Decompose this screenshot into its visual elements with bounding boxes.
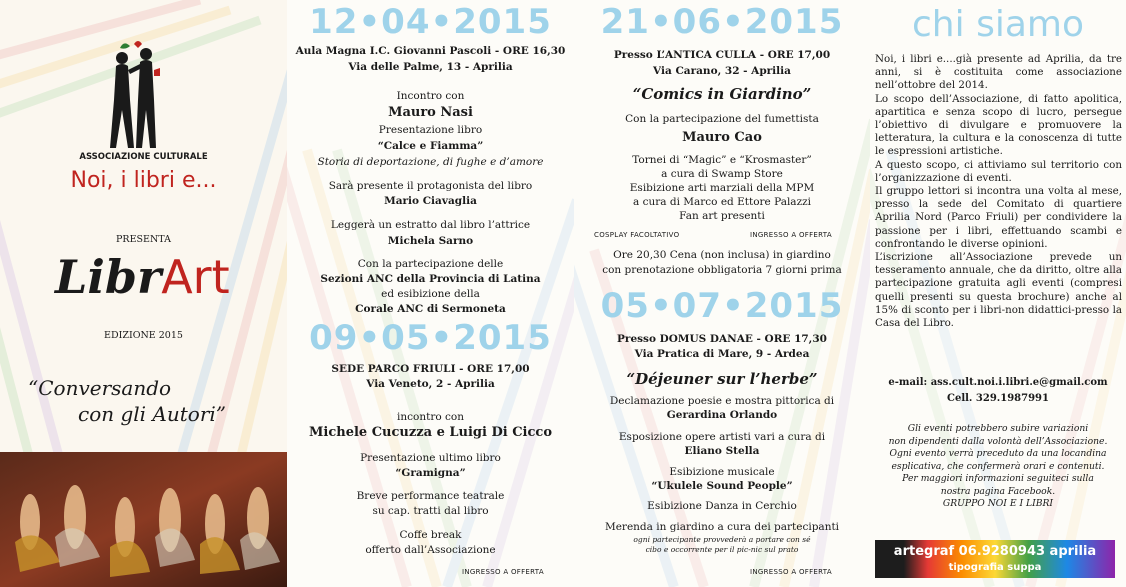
event-4-snack-note-1: ogni partecipante provvederà a portare con sé bbox=[633, 535, 811, 544]
note-line-5: Per maggiori informazioni seguiteci sulla bbox=[902, 473, 1094, 484]
event-4-snack-note-2: cibo e occorrente per il pic-nic sul prato bbox=[645, 545, 799, 554]
printer-line-1: artegraf 06.9280943 aprilia bbox=[893, 544, 1097, 559]
note-line-6: nostra pagina Facebook. bbox=[940, 485, 1056, 497]
event-3-date: 21•06•2015 bbox=[600, 2, 844, 42]
event-3-address: Via Carano, 32 - Aprilia bbox=[653, 65, 791, 77]
events-panel-right bbox=[574, 0, 870, 587]
about-text bbox=[875, 53, 1122, 330]
event-1-address: Via delle Palme, 13 - Aprilia bbox=[348, 61, 513, 73]
brand-name: Noi, i libri e... bbox=[70, 168, 217, 193]
event-3-cosplay: COSPLAY FACOLTATIVO bbox=[594, 231, 680, 239]
event-1-actress: Michela Sarno bbox=[387, 235, 474, 247]
event-2-venue: SEDE PARCO FRIULI - ORE 17,00 bbox=[331, 363, 530, 375]
couple-silhouette-icon bbox=[100, 40, 170, 152]
event-2-date: 09•05•2015 bbox=[309, 318, 552, 358]
event-1-book-title: “Calce e Fiamma” bbox=[377, 140, 484, 152]
event-3-entry: INGRESSO A OFFERTA bbox=[750, 231, 832, 239]
about-paragraph-3: A questo scopo, ci attiviamo sul territorio con l’organizzazione di eventi. bbox=[875, 158, 1122, 184]
tagline-line-1: “Conversando bbox=[28, 376, 172, 400]
event-4-exhibit-text: Esposizione opere artisti vari a cura di bbox=[618, 431, 826, 443]
event-2-book-label: Presentazione ultimo libro bbox=[360, 452, 501, 464]
logo-libr: Libr bbox=[55, 250, 162, 304]
event-4-poet: Gerardina Orlando bbox=[666, 409, 778, 421]
event-3-guest: Mauro Cao bbox=[682, 130, 762, 145]
event-1-reading-text: Leggerà un estratto dal libro l’attrice bbox=[330, 219, 531, 231]
event-4-date: 05•07•2015 bbox=[600, 286, 844, 326]
event-2-entry: INGRESSO A OFFERTA bbox=[462, 568, 544, 576]
event-1-venue: Aula Magna I.C. Giovanni Pascoli - ORE 16,30 bbox=[295, 45, 566, 57]
printer-line-2: tipografia suppa bbox=[948, 562, 1042, 573]
events-panel-left bbox=[287, 0, 574, 587]
event-4-dance: Esibizione Danza in Cerchio bbox=[647, 500, 797, 512]
event-1-book-label: Presentazione libro bbox=[378, 124, 483, 136]
event-2-performance-1: Breve performance teatrale bbox=[356, 490, 505, 502]
note-line-4: esplicativa, che confermerà orari e contenuti. bbox=[891, 460, 1105, 472]
disclaimer-note bbox=[870, 423, 1126, 511]
event-1-date: 12•04•2015 bbox=[309, 2, 552, 42]
event-2-performance-2: su cap. tratti dal libro bbox=[372, 505, 489, 517]
printer-banner bbox=[875, 540, 1115, 578]
event-3-venue: Presso L’ANTICA CULLA - ORE 17,00 bbox=[613, 49, 831, 61]
event-4-address: Via Pratica di Mare, 9 - Ardea bbox=[634, 348, 810, 360]
event-3-line-3: Esibizione arti marziali della MPM bbox=[629, 182, 815, 194]
event-2-guests: Michele Cucuzza e Luigi Di Cicco bbox=[309, 425, 552, 440]
event-3-dinner-2: con prenotazione obbligatoria 7 giorni prima bbox=[602, 264, 842, 276]
dancing-figures-painting bbox=[0, 452, 287, 587]
event-1-intro: Incontro con bbox=[396, 90, 465, 102]
event-3-participation-text: Con la partecipazione del fumettista bbox=[625, 113, 819, 125]
event-1-guest: Mauro Nasi bbox=[388, 105, 473, 120]
cover-panel bbox=[0, 0, 287, 587]
phone-number: Cell. 329.1987991 bbox=[947, 393, 1049, 404]
about-paragraph-5: L’iscrizione all’Associazione prevede un tesseramento annuale, che da diritto, oltre alla partecipazione gratuita agli eventi (compresi quelli presenti su questa brochure) anche al 15% di sconto per i libri-non didattici-presso la Casa del Libro. bbox=[875, 251, 1122, 330]
event-4-snack: Merenda in giardino a cura dei partecipanti bbox=[604, 521, 840, 533]
event-2-coffee-2: offerto dall’Associazione bbox=[365, 544, 496, 556]
note-line-3: Ogni evento verrà preceduto da una locandina bbox=[889, 448, 1107, 459]
event-1-exhibition-text: ed esibizione della bbox=[381, 288, 480, 300]
event-3-line-5: Fan art presenti bbox=[679, 210, 765, 222]
association-label: ASSOCIAZIONE CULTURALE bbox=[79, 152, 208, 162]
email-link[interactable]: e-mail: ass.cult.noi.i.libri.e@gmail.com bbox=[888, 377, 1108, 388]
event-2-address: Via Veneto, 2 - Aprilia bbox=[366, 378, 495, 390]
event-4-title: “Déjeuner sur l’herbe” bbox=[626, 370, 818, 388]
logo-art: Art bbox=[161, 250, 230, 304]
about-panel bbox=[870, 0, 1126, 587]
event-3-title: “Comics in Giardino” bbox=[632, 85, 812, 103]
event-4-music-label: Esibizione musicale bbox=[669, 466, 775, 478]
note-line-2: non dipendenti dalla volontà dell’Associazione. bbox=[888, 435, 1108, 447]
event-1-participation-text: Con la partecipazione delle bbox=[357, 258, 504, 270]
note-line-1: Gli eventi potrebbero subire variazioni bbox=[907, 423, 1089, 434]
tagline-quote bbox=[28, 375, 268, 427]
event-4-venue: Presso DOMUS DANAE - ORE 17,30 bbox=[617, 333, 827, 345]
event-4-curator: Eliano Stella bbox=[684, 445, 760, 457]
event-3-line-2: a cura di Swamp Store bbox=[661, 168, 783, 180]
contact-block bbox=[870, 375, 1126, 407]
event-1-protagonist: Mario Ciavaglia bbox=[384, 195, 477, 207]
note-line-7: GRUPPO NOI E I LIBRI bbox=[942, 498, 1054, 509]
librart-logo bbox=[55, 250, 245, 325]
event-1-book-subtitle: Storia di deportazione, di fughe e d’amore bbox=[317, 156, 544, 168]
about-paragraph-4: Il gruppo lettori si incontra una volta al mese, presso la sede del Comitato di quartiere Aprilia Nord (Parco Friuli) per condividere la passione per i libri, effettuando scambi e confrontando le diverse opinioni. bbox=[875, 185, 1122, 250]
event-3-line-4: a cura di Marco ed Ettore Palazzi bbox=[632, 196, 811, 208]
event-1-participation-org: Sezioni ANC della Provincia di Latina bbox=[320, 273, 541, 285]
presenta-label: PRESENTA bbox=[116, 234, 171, 245]
event-1-protagonist-text: Sarà presente il protagonista del libro bbox=[328, 180, 533, 192]
about-paragraph-1: Noi, i libri e....già presente ad Aprilia, da tre anni, si è costituita come associazione nell’ottobre del 2014. bbox=[875, 53, 1122, 92]
event-4-poetry-text: Declamazione poesie e mostra pittorica di bbox=[609, 395, 835, 407]
event-2-book-title: “Gramigna” bbox=[395, 467, 466, 479]
event-4-music-group: “Ukulele Sound People” bbox=[651, 480, 793, 492]
event-3-dinner-1: Ore 20,30 Cena (non inclusa) in giardino bbox=[613, 249, 831, 261]
event-1-choir: Corale ANC di Sermoneta bbox=[355, 303, 506, 315]
event-2-coffee-1: Coffe break bbox=[399, 529, 462, 541]
about-paragraph-2: Lo scopo dell’Associazione, di fatto apolitica, apartitica e senza scopo di lucro, persegue l’obiettivo di divulgare e promuovere la letteratura, la cultura e la conoscenza di tutte le espressioni artistiche. bbox=[875, 92, 1122, 158]
event-2-intro: incontro con bbox=[397, 411, 464, 423]
event-3-line-1: Tornei di “Magic” e “Krosmaster” bbox=[632, 154, 812, 166]
tagline-line-2: con gli Autori” bbox=[78, 402, 227, 426]
event-4-entry: INGRESSO A OFFERTA bbox=[750, 568, 832, 576]
edition-label: EDIZIONE 2015 bbox=[104, 330, 183, 341]
about-heading: chi siamo bbox=[912, 4, 1084, 45]
